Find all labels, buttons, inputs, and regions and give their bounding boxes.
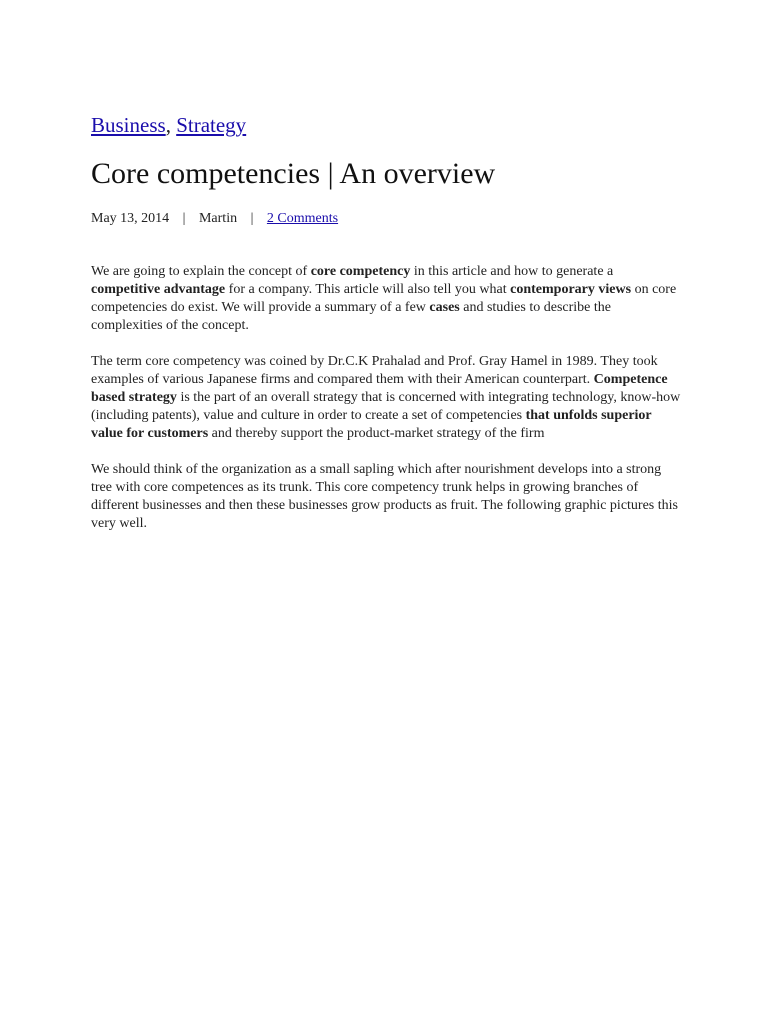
text-segment: We should think of the organization as a small sapling which after nourishment develops into a strong tree with core competences as its trunk. This core competency trunk helps in growing branches of different businesses and then these businesses grow products as fruit. The following graphic pictures this very well. (91, 462, 678, 531)
page-title: Core competencies | An overview (91, 157, 496, 190)
category-link-business[interactable]: Business (91, 113, 166, 137)
text-segment: and studies to describe the complexities of the concept. (91, 300, 611, 333)
text-segment: is the part of an overall strategy that is concerned with integrating technology, know-how (including patents), value and culture in order to create a set of competencies (91, 390, 681, 423)
post-meta (91, 210, 338, 228)
text-segment: in this article and how to generate a (410, 264, 614, 279)
meta-separator: | (182, 211, 186, 226)
paragraph-tree-metaphor (91, 461, 685, 533)
bold-term: competitive advantage (91, 282, 226, 297)
text-segment: The term core competency was coined by Dr.C.K Prahalad and Prof. Gray Hamel in 1989. They took examples of various Japanese firms and compared them with their American counterpart. (91, 354, 658, 387)
bold-term: core competency (310, 264, 411, 279)
post-author: Martin (198, 211, 238, 226)
text-segment: and thereby support the product-market strategy of the firm (208, 426, 545, 441)
bold-term: that unfolds superior value for customers (91, 408, 652, 441)
paragraph-intro (91, 263, 685, 335)
category-separator: , (165, 113, 177, 137)
category-link-strategy[interactable]: Strategy (176, 113, 247, 137)
text-segment: We are going to explain the concept of (91, 264, 311, 279)
bold-term: Competence based strategy (91, 372, 668, 405)
category-links (91, 112, 246, 138)
article-body (91, 263, 685, 551)
text-segment: on core competencies do exist. We will provide a summary of a few (91, 282, 677, 315)
meta-separator: | (250, 211, 254, 226)
bold-term: contemporary views (510, 282, 632, 297)
bold-term: cases (429, 300, 460, 315)
comments-link[interactable]: 2 Comments (266, 211, 339, 226)
text-segment: for a company. This article will also tell you what (225, 282, 511, 297)
paragraph-history (91, 353, 685, 443)
post-date: May 13, 2014 (91, 211, 170, 226)
